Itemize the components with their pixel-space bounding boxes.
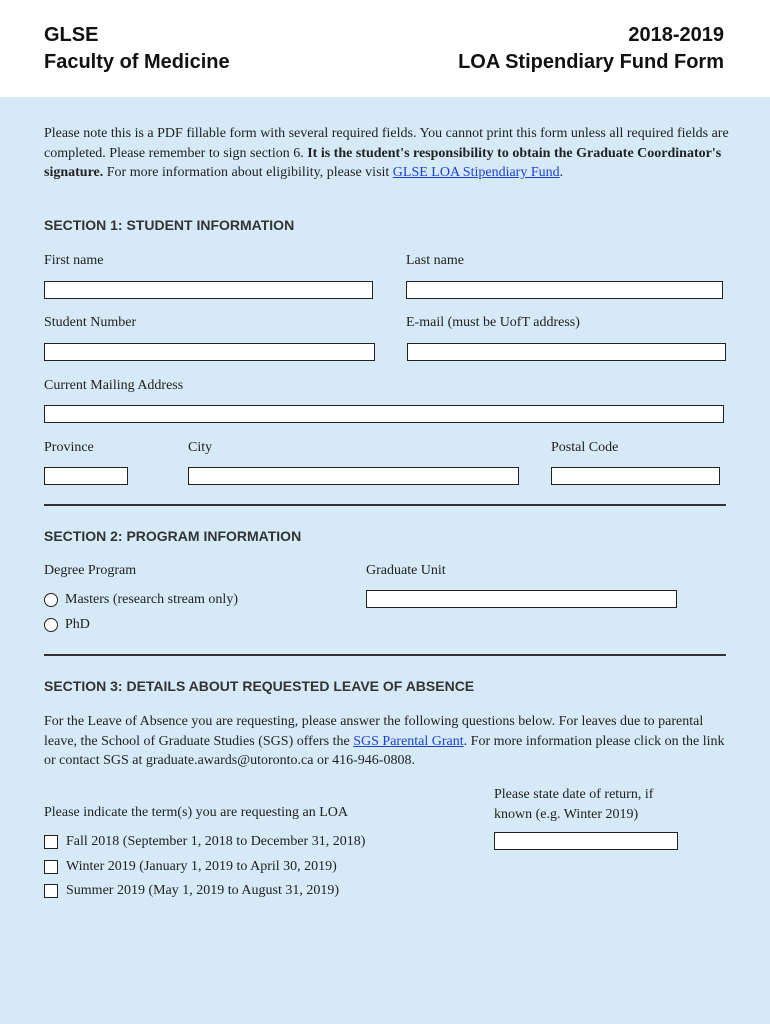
page-header	[0, 0, 770, 97]
return-date-label: Please state date of return, if known (e.g. Winter 2019)	[494, 787, 654, 822]
intro-bold-text: It is the student's responsibility to obtain the Graduate Coordinator's signature.	[44, 145, 722, 180]
org-name: GLSE	[44, 24, 99, 46]
term-option-winter[interactable]	[44, 859, 337, 875]
form-title-block	[458, 22, 724, 76]
summer-label: Summer 2019 (May 1, 2019 to August 31, 2019)	[66, 883, 339, 898]
city-field[interactable]	[188, 467, 519, 485]
fall-label: Fall 2018 (September 1, 2018 to December 31, 2018)	[66, 834, 366, 849]
student-number-label: Student Number	[44, 315, 137, 330]
address-field[interactable]	[44, 405, 724, 423]
form-title: LOA Stipendiary Fund Form	[458, 51, 724, 73]
form-year: 2018-2019	[628, 24, 724, 46]
intro-paragraph	[44, 124, 734, 183]
section3-text: For the Leave of Absence you are requesting, please answer the following questions below. For leaves due to parental leave, the School of Graduate Studies (SGS) offers the	[44, 714, 704, 749]
section3-text-2: . For more information please click on the link or contact SGS at graduate.awards@utoronto.ca or 416-946-0808.	[44, 733, 725, 768]
province-label: Province	[44, 440, 94, 455]
section2-title: SECTION 2: PROGRAM INFORMATION	[44, 528, 302, 544]
masters-label: Masters (research stream only)	[65, 592, 238, 607]
winter-label: Winter 2019 (January 1, 2019 to April 30, 2019)	[66, 859, 337, 874]
masters-radio[interactable]	[44, 593, 58, 607]
glse-loa-fund-link[interactable]: GLSE LOA Stipendiary Fund	[392, 165, 560, 180]
email-label: E-mail (must be UofT address)	[406, 315, 580, 330]
city-label: City	[188, 440, 213, 455]
term-option-summer[interactable]	[44, 883, 339, 899]
section3-paragraph	[44, 712, 734, 771]
org-block	[44, 22, 230, 76]
degree-program-label: Degree Program	[44, 563, 137, 578]
section-divider	[44, 504, 726, 506]
last-name-field[interactable]	[406, 281, 723, 299]
graduate-unit-field[interactable]	[366, 590, 677, 608]
term-option-fall[interactable]	[44, 834, 365, 850]
masters-option[interactable]	[44, 592, 238, 608]
section3-title: SECTION 3: DETAILS ABOUT REQUESTED LEAVE OF ABSENCE	[44, 678, 475, 694]
terms-label: Please indicate the term(s) you are requesting an LOA	[44, 805, 349, 820]
postal-code-label: Postal Code	[551, 440, 619, 455]
winter-checkbox[interactable]	[44, 860, 58, 874]
sgs-parental-grant-link[interactable]: SGS Parental Grant	[353, 733, 464, 749]
last-name-label: Last name	[406, 253, 464, 268]
province-field[interactable]	[44, 467, 128, 485]
first-name-label: First name	[44, 253, 104, 268]
phd-radio[interactable]	[44, 618, 58, 632]
faculty-name: Faculty of Medicine	[44, 51, 230, 73]
intro-text-2: For more information about eligibility, please visit	[103, 165, 393, 180]
postal-code-field[interactable]	[551, 467, 720, 485]
section1-title: SECTION 1: STUDENT INFORMATION	[44, 217, 295, 233]
student-number-field[interactable]	[44, 343, 375, 361]
phd-label: PhD	[65, 617, 90, 632]
return-date-field[interactable]	[494, 832, 678, 850]
graduate-unit-label: Graduate Unit	[366, 563, 446, 578]
intro-text: Please note this is a PDF fillable form with several required fields. You cannot print this form unless all required fields are completed. Please remember to sign section 6.	[44, 126, 729, 161]
intro-end: .	[559, 165, 564, 180]
section-divider	[44, 654, 726, 656]
first-name-field[interactable]	[44, 281, 373, 299]
fall-checkbox[interactable]	[44, 835, 58, 849]
summer-checkbox[interactable]	[44, 884, 58, 898]
email-field[interactable]	[407, 343, 726, 361]
address-label: Current Mailing Address	[44, 378, 184, 393]
phd-option[interactable]	[44, 617, 90, 633]
